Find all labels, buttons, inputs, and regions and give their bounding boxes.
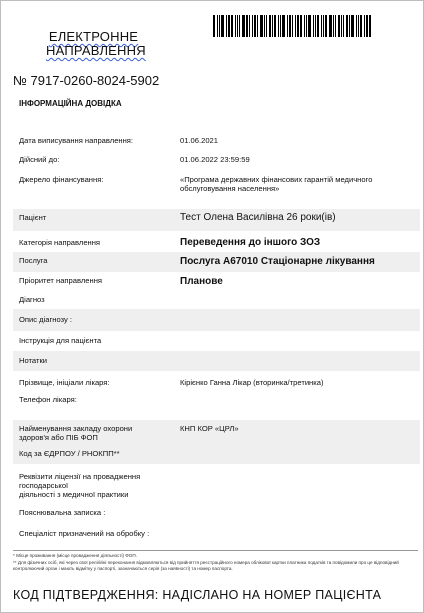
row-patient [13, 209, 420, 231]
row-category [13, 233, 420, 251]
row-explanatory-note [13, 504, 420, 522]
barcode [213, 15, 377, 37]
barcode-bar [278, 15, 279, 37]
patient-label: Пацієнт [19, 213, 47, 222]
barcode-bar [349, 15, 350, 37]
instruction-label: Інструкція для пацієнта [19, 336, 102, 345]
barcode-bar [346, 15, 348, 37]
row-specialist [13, 525, 420, 543]
row-facility [13, 420, 420, 446]
barcode-bar [246, 15, 248, 37]
license-line-2: господарської [19, 481, 69, 490]
barcode-bar [272, 15, 273, 37]
confirmation-code: КОД ПІДТВЕРДЖЕННЯ: НАДІСЛАНО НА НОМЕР ПАЦІЄНТА [13, 588, 382, 602]
barcode-bar [269, 15, 271, 37]
diagnosis-description-label: Опис діагнозу : [19, 315, 73, 324]
barcode-bar [335, 15, 336, 37]
license-line-3: діяльності з медичної практики [19, 490, 129, 499]
referral-number: № 7917-0260-8024-5902 [13, 73, 160, 88]
service-value: Послуга A67010 Стаціонарне лікування [180, 256, 375, 267]
title-line-2: НАПРАВЛЕННЯ [46, 43, 146, 58]
row-diagnosis [13, 291, 420, 309]
barcode-bar [242, 15, 245, 37]
barcode-bar [257, 15, 258, 37]
diagnosis-label: Діагноз [19, 295, 45, 304]
patient-value: Тест Олена Василівна 26 роки(ів) [180, 212, 336, 223]
barcode-bar [252, 15, 253, 37]
barcode-bar [358, 15, 359, 37]
barcode-bar [341, 15, 342, 37]
barcode-bar [219, 15, 220, 37]
barcode-bar [360, 15, 362, 37]
priority-value: Планове [180, 276, 223, 287]
barcode-bar [289, 15, 291, 37]
row-diagnosis-description [13, 309, 420, 331]
row-doctor [13, 373, 420, 391]
barcode-bar [221, 15, 224, 37]
category-value: Переведення до іншого ЗОЗ [180, 237, 321, 248]
barcode-bar [266, 15, 267, 37]
barcode-bar [297, 15, 299, 37]
row-valid-until [13, 152, 420, 166]
barcode-bar [249, 15, 250, 37]
barcode-bar [313, 15, 314, 37]
row-funding [13, 172, 420, 202]
row-edrpou [13, 446, 420, 464]
priority-label: Пріоритет направлення [19, 276, 102, 285]
barcode-bar [300, 15, 302, 37]
facility-label-line-1: Найменування закладу охорони [19, 424, 133, 433]
barcode-bar [315, 15, 316, 37]
valid-until-value: 01.06.2022 23:59:59 [180, 155, 250, 164]
barcode-bar [338, 15, 340, 37]
footnote-separator [13, 550, 418, 551]
barcode-bar [351, 15, 354, 37]
barcode-bar [369, 15, 371, 37]
barcode-bar [287, 15, 288, 37]
issue-date-label: Дата виписування направлення: [19, 136, 134, 145]
barcode-bar [295, 15, 296, 37]
barcode-bar [282, 15, 285, 37]
doctor-label: Прізвище, ініціали лікаря: [19, 378, 110, 387]
license-line-1: Реквізити ліцензії на провадження [19, 472, 141, 481]
barcode-bar [321, 15, 322, 37]
title-line-1: ЕЛЕКТРОННЕ [48, 29, 139, 44]
barcode-bar [217, 15, 218, 37]
document-type: ІНФОРМАЦІЙНА ДОВІДКА [19, 99, 122, 108]
barcode-bar [356, 15, 357, 37]
row-notes [13, 351, 420, 371]
barcode-bar [329, 15, 332, 37]
barcode-bar [226, 15, 227, 37]
facility-label-line-2: здоров'я або ПІБ ФОП [19, 433, 98, 442]
row-issue-date [13, 133, 420, 147]
barcode-bar [366, 15, 368, 37]
row-doctor-phone [13, 391, 420, 411]
barcode-bar [254, 15, 256, 37]
barcode-bar [213, 15, 215, 37]
barcode-bar [308, 15, 311, 37]
funding-label: Джерело фінансування: [19, 175, 104, 184]
barcode-bar [228, 15, 230, 37]
barcode-bar [306, 15, 307, 37]
footnote-1: * Місце проживання (місце провадження діяльності) ФОП. [13, 553, 137, 558]
row-license [13, 469, 420, 503]
service-label: Послуга [19, 256, 48, 265]
barcode-bar [317, 15, 319, 37]
barcode-bar [235, 15, 236, 37]
barcode-bar [264, 15, 265, 37]
row-priority [13, 272, 420, 290]
barcode-bar [304, 15, 305, 37]
row-instruction [13, 332, 420, 350]
funding-value-line-1: «Програма державних фінансових гарантій медичного [180, 175, 373, 184]
barcode-bar [231, 15, 233, 37]
document-title [46, 29, 146, 58]
notes-label: Нотатки [19, 356, 48, 365]
specialist-label: Спеціаліст призначений на обробку : [19, 529, 150, 538]
barcode-bar [260, 15, 263, 37]
barcode-bar [280, 15, 281, 37]
doctor-value: Кірієнко Ганна Лікар (вторинка/третинка) [180, 378, 324, 387]
barcode-bar [343, 15, 344, 37]
barcode-bar [333, 15, 334, 37]
valid-until-label: Дійсний до: [19, 155, 60, 164]
issue-date-value: 01.06.2021 [180, 136, 219, 145]
footnote-2: ** Для фізичних осіб, які через свої релігійні переконання відмовляються від прийняття реєстраційного номера облікової картки платника податків та повідомили про це відповідний контролюючий орган і мають відмітку у паспорті, зазначаються серія (за наявності) та номер паспорта. [13, 560, 399, 571]
explanatory-note-label: Пояснювальна записка : [19, 508, 106, 517]
funding-value-line-2: обслуговування населення» [180, 184, 280, 193]
barcode-bar [323, 15, 324, 37]
barcode-bar [239, 15, 240, 37]
doctor-phone-label: Телефон лікаря: [19, 395, 77, 404]
barcode-bar [325, 15, 327, 37]
barcode-bar [237, 15, 238, 37]
edrpou-label: Код за ЄДРПОУ / РНОКПП** [19, 449, 120, 458]
facility-value: КНП КОР «ЦРЛ» [180, 424, 239, 433]
row-service [13, 252, 420, 272]
barcode-bar [364, 15, 365, 37]
barcode-bar [292, 15, 293, 37]
category-label: Категорія направлення [19, 238, 101, 247]
barcode-bar [274, 15, 276, 37]
